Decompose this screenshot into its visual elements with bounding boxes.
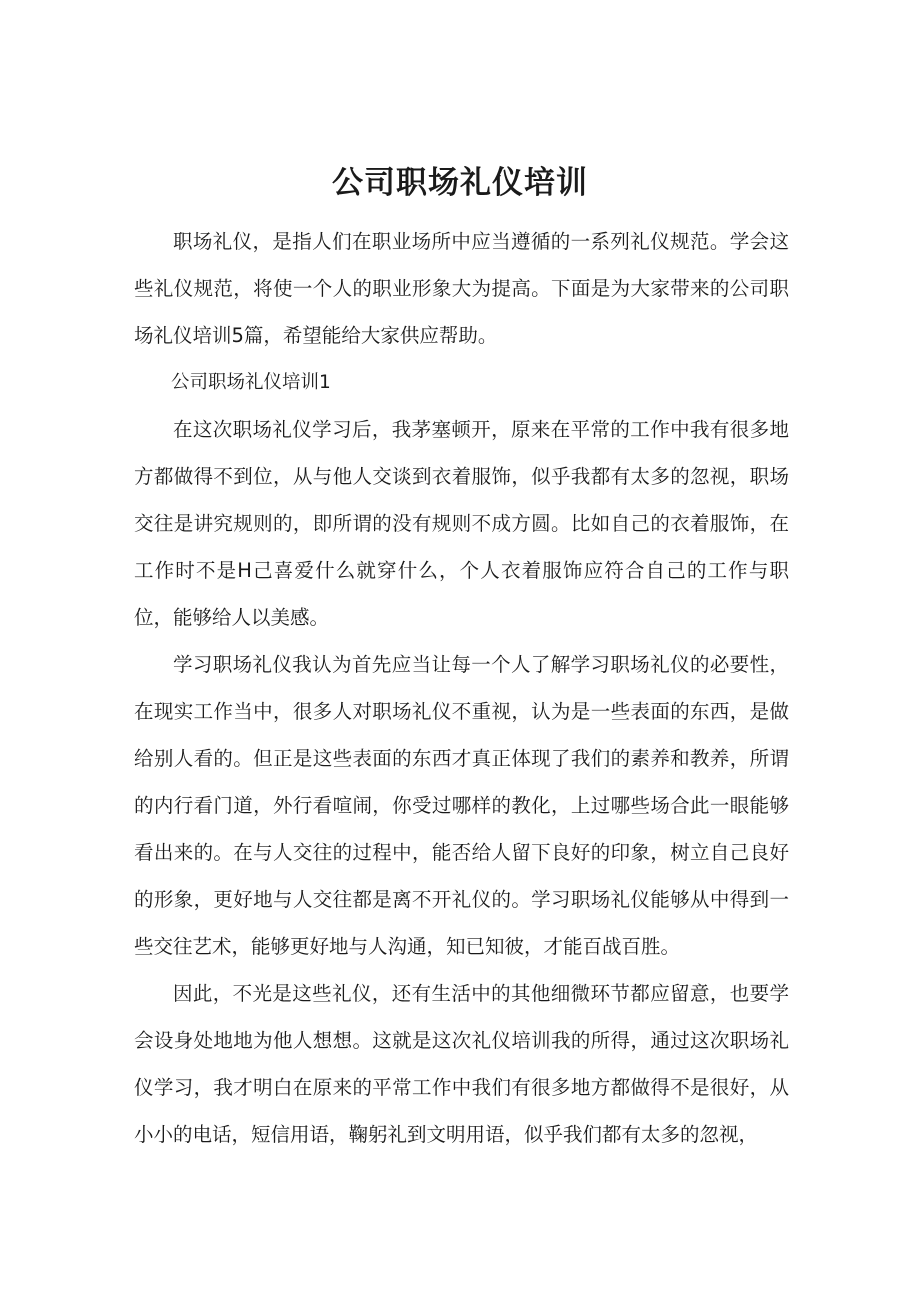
intro-paragraph: 职场礼仪，是指人们在职业场所中应当遵循的一系列礼仪规范。学会这些礼仪规范，将使一个人的职业形象大为提高。下面是为大家带来的公司职场礼仪培训5篇，希望能给大家供应帮助。 xyxy=(134,230,789,347)
document-body xyxy=(134,218,789,1158)
body-paragraph: 在这次职场礼仪学习后，我茅塞顿开，原来在平常的工作中我有很多地方都做得不到位，从与他人交谈到衣着服饰，似乎我都有太多的忽视，职场交往是讲究规则的，即所谓的没有规则不成方圆。比如自己的衣着服饰，在工作时不是H己喜爱什么就穿什么，个人衣着服饰应符合自己的工作与职位，能够给人以美感。 xyxy=(134,418,789,629)
section-heading: 公司职场礼仪培训1 xyxy=(171,372,331,393)
body-paragraph: 因此，不光是这些礼仪，还有生活中的其他细微环节都应留意，也要学会设身处地地为他人想想。这就是这次礼仪培训我的所得，通过这次职场礼仪学习，我才明白在原来的平常工作中我们有很多地方都做得不是很好，从小小的电话，短信用语，鞠躬礼到文明用语，似乎我们都有太多的忽视， xyxy=(134,982,789,1146)
document-title: 公司职场礼仪培训 xyxy=(332,164,588,201)
body-paragraph: 学习职场礼仪我认为首先应当让每一个人了解学习职场礼仪的必要性，在现实工作当中，很多人对职场礼仪不重视，认为是一些表面的东西，是做给别人看的。但正是这些表面的东西才真正体现了我们的素养和教养，所谓的内行看门道，外行看喧闹，你受过哪样的教化，上过哪些场合此一眼能够看出来的。在与人交往的过程中，能否给人留下良好的印象，树立自己良好的形象，更好地与人交往都是离不开礼仪的。学习职场礼仪能够从中得到一些交往艺术，能够更好地与人沟通，知已知彼，才能百战百胜。 xyxy=(134,653,789,958)
